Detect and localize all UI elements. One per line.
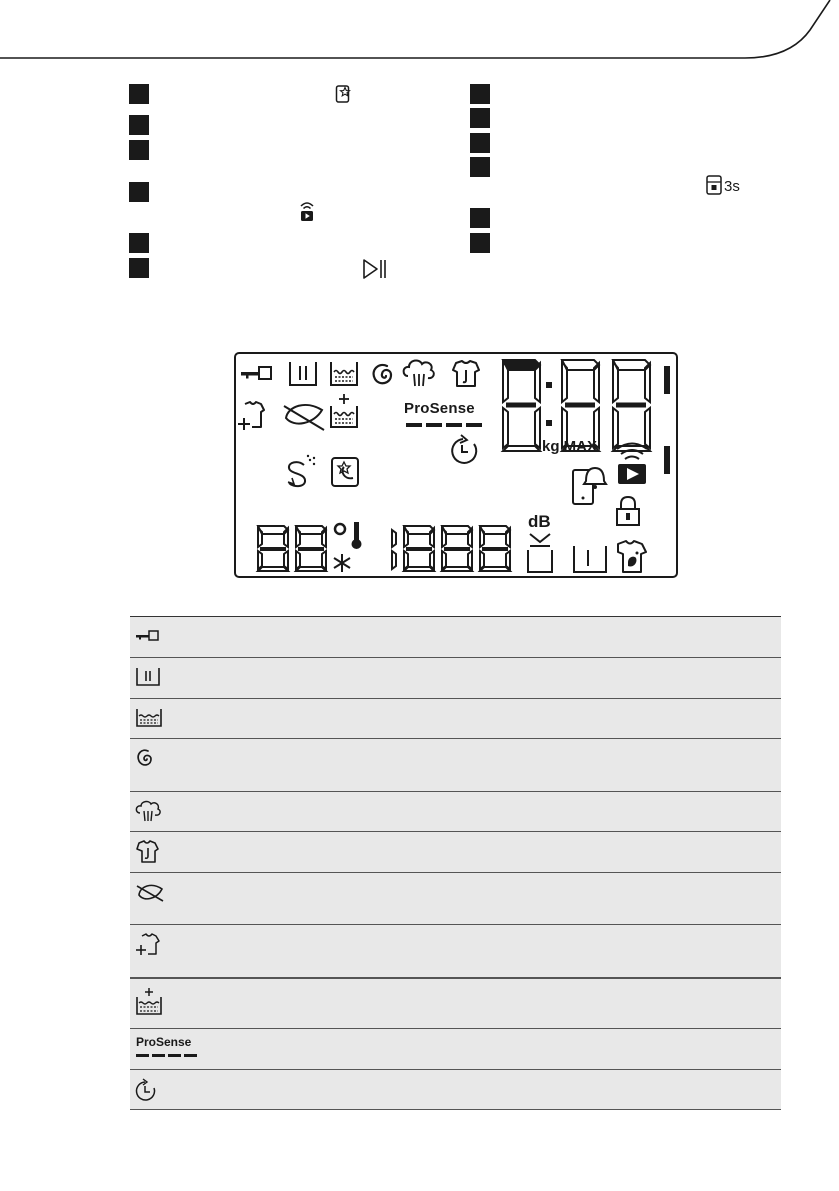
display-spin-speed-digits (392, 526, 510, 571)
wash-phase-icon (134, 707, 164, 729)
prosense-icon: ProSense (136, 1035, 192, 1049)
table-row (130, 978, 781, 1029)
child-lock-3s-icon (705, 174, 723, 196)
display-phone-bell-icon (573, 468, 606, 504)
detergent-drawer-icon (134, 666, 164, 688)
table-row (130, 617, 781, 658)
spin-digit-4 (480, 526, 510, 571)
display-anti-crease-icon (288, 455, 315, 486)
play-pause-icon (362, 258, 388, 280)
display-kg-max-label (542, 438, 597, 455)
display-kg-max-text: kg MAX (542, 438, 598, 455)
legend-marker-7 (470, 84, 490, 104)
time-digit-1 (503, 360, 540, 451)
spin-digit-3 (442, 526, 472, 571)
legend-marker-1 (129, 84, 149, 104)
display-phone-star-icon (332, 458, 358, 486)
display-indicator-bar-top (664, 366, 670, 394)
table-row (130, 792, 781, 832)
legend-marker-4 (129, 182, 149, 202)
legend-marker-3 (129, 140, 149, 160)
prosense-dashes-icon (136, 1053, 200, 1059)
table-row (130, 658, 781, 699)
table-row (130, 925, 781, 978)
eco-leaf-icon (134, 881, 164, 903)
legend-marker-5 (129, 233, 149, 253)
table-row (130, 739, 781, 792)
display-door-lock-key-icon (241, 367, 271, 379)
display-child-lock-icon (617, 497, 639, 525)
display-prosense-label: ProSense (404, 400, 475, 417)
display-add-garments-icon (238, 402, 264, 430)
display-stain-shirt-icon (618, 541, 646, 572)
display-drawer-small-icon (574, 546, 606, 572)
legend-marker-6 (129, 258, 149, 278)
table-row (130, 1029, 781, 1070)
display-anti-allergy-icon (453, 361, 479, 386)
temp-digit-1 (258, 526, 288, 571)
display-thermometer-icon (352, 522, 362, 549)
legend-marker-9 (470, 133, 490, 153)
time-digit-3 (613, 360, 650, 451)
page-corner-line (0, 0, 839, 60)
spin-digit-2 (404, 526, 434, 571)
display-panel (234, 352, 678, 578)
display-quiet-icon (528, 534, 552, 572)
icon-description-table (130, 616, 781, 1110)
remote-start-icon (298, 200, 316, 222)
child-lock-3s-label: 3s (724, 178, 740, 195)
display-temperature-digits (258, 526, 326, 571)
display-panel-graphics (236, 354, 676, 576)
display-prosense-bar-icon (406, 423, 482, 427)
add-garments-icon (134, 933, 162, 957)
door-lock-key-icon (134, 625, 164, 645)
steam-phase-icon (134, 800, 162, 824)
display-extra-rinse-icon (331, 394, 357, 427)
display-delay-start-icon (452, 435, 476, 463)
table-row (130, 699, 781, 739)
legend-marker-12 (470, 233, 490, 253)
legend-marker-2 (129, 115, 149, 135)
extra-rinse-icon (134, 987, 164, 1017)
legend-marker-8 (470, 108, 490, 128)
table-row (130, 873, 781, 925)
table-row (130, 832, 781, 873)
spin-phase-icon (134, 747, 158, 769)
display-degree-icon (335, 524, 345, 534)
display-db-label: dB (528, 512, 551, 531)
table-row (130, 1070, 781, 1110)
display-wash-phase-icon (331, 362, 357, 385)
delay-start-icon (134, 1078, 160, 1102)
display-detergent-drawer-icon (290, 362, 316, 385)
anti-allergy-icon (134, 840, 162, 864)
legend-marker-11 (470, 208, 490, 228)
display-eco-leaf-icon (284, 405, 324, 430)
display-spin-phase-icon (374, 365, 391, 383)
phone-star-icon (334, 84, 354, 104)
temp-digit-2 (296, 526, 326, 571)
display-cold-icon (334, 554, 350, 572)
display-remote-start-icon (618, 464, 646, 484)
display-steam-phase-icon (404, 360, 434, 386)
legend-marker-10 (470, 157, 490, 177)
display-indicator-bar-bottom (664, 446, 670, 474)
